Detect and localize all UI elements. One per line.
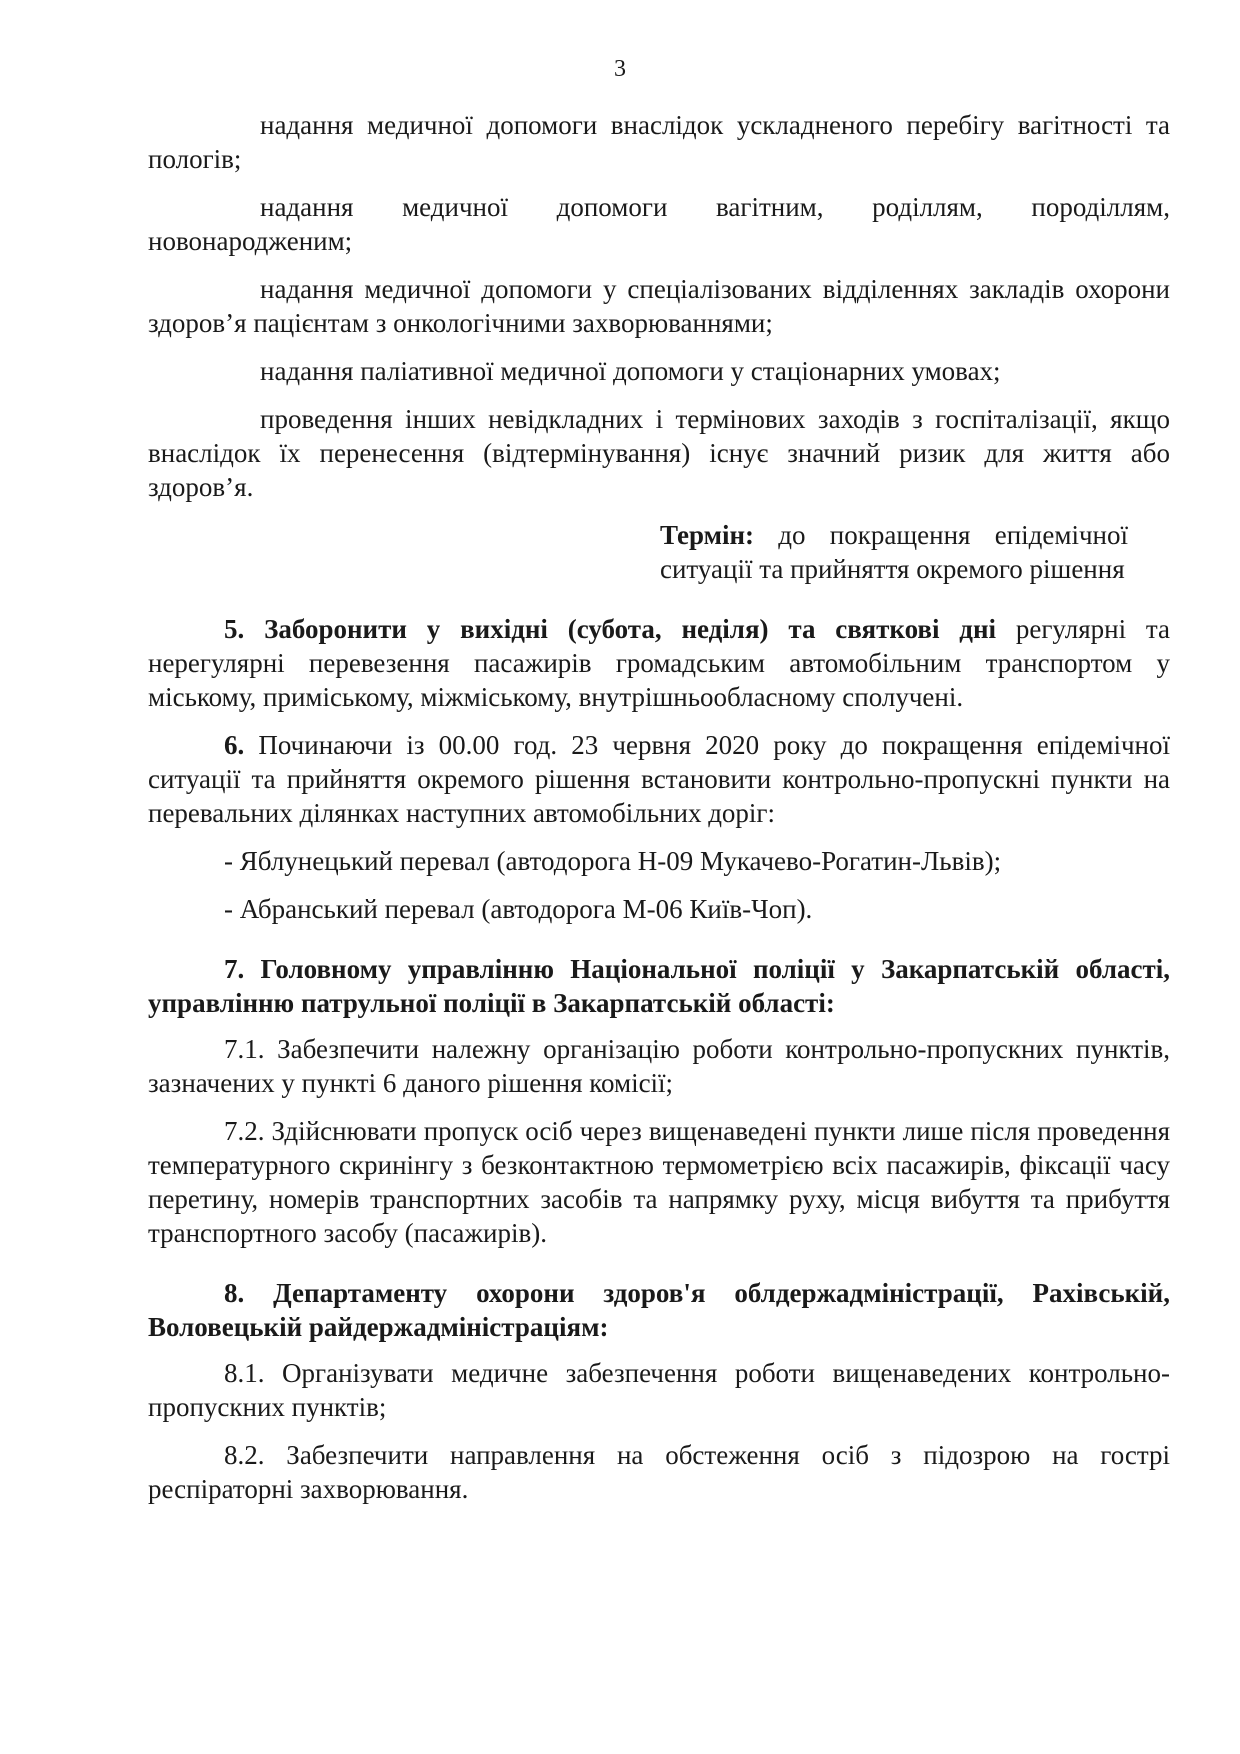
section-6-number: 6. — [224, 730, 245, 760]
checkpoint-item: - Абранський перевал (автодорога М-06 Київ-Чоп). — [224, 894, 813, 924]
section-5 — [148, 612, 1170, 714]
section-7-item: 7.1. Забезпечити належну організацію роботи контрольно-пропускних пунктів, зазначених у пункті 6 даного рішення комісії; — [148, 1034, 1170, 1098]
section-6 — [148, 728, 1170, 830]
section-8-item: 8.2. Забезпечити направлення на обстеження осіб з підозрою на гострі респіраторні захворювання. — [148, 1440, 1170, 1504]
section-7-heading: 7. Головному управлінню Національної поліції у Закарпатській області, управлінню патрульної поліції в Закарпатській області: — [148, 954, 1170, 1018]
page-number: 3 — [614, 56, 626, 82]
section-8-item: 8.1. Організувати медичне забезпечення роботи вищенаведених контрольно-пропускних пунктів; — [148, 1358, 1170, 1422]
deadline-text: до покращення епідемічної ситуації та прийняття окремого рішення — [660, 520, 1128, 584]
document-body — [148, 108, 1170, 1520]
list-item: надання медичної допомоги вагітним, роділлям, породіллям, новонародженим; — [148, 192, 1170, 256]
list-item: надання медичної допомоги внаслідок ускладненого перебігу вагітності та пологів; — [148, 110, 1170, 174]
deadline-label: Термін: — [660, 520, 755, 550]
section-6-text: Починаючи із 00.00 год. 23 червня 2020 року до покращення епідемічної ситуації та прийняття окремого рішення встановити контрольно-пропускні пункти на перевальних ділянках наступних автомобільних доріг: — [148, 730, 1170, 828]
checkpoint-item: - Яблунецький перевал (автодорога Н-09 Мукачево-Рогатин-Львів); — [224, 846, 1002, 876]
section-5-text: регулярні та нерегулярні перевезення пасажирів громадським автомобільним транспортом у міському, приміському, міжміському, внутрішньообласному сполучені. — [148, 614, 1171, 712]
list-item: надання паліативної медичної допомоги у стаціонарних умовах; — [260, 356, 1001, 386]
list-item: надання медичної допомоги у спеціалізованих відділеннях закладів охорони здоров’я пацієнтам з онкологічними захворюваннями; — [148, 274, 1170, 338]
section-5-lead: 5. Заборонити у вихідні (субота, неділя) та святкові дні — [224, 614, 997, 644]
list-item: проведення інших невідкладних і термінових заходів з госпіталізації, якщо внаслідок їх перенесення (відтермінування) існує значний ризик для життя або здоров’я. — [148, 404, 1170, 502]
section-7-item: 7.2. Здійснювати пропуск осіб через вищенаведені пункти лише після проведення температурного скринінгу з безконтактною термометрією всіх пасажирів, фіксації часу перетину, номерів транспортних засобів та напрямку руху, місця вибуття та прибуття транспортного засобу (пасажирів). — [148, 1116, 1170, 1248]
section-8-heading: 8. Департаменту охорони здоров'я облдержадміністрації, Рахівській, Воловецькій райдержадміністраціям: — [148, 1278, 1170, 1342]
deadline-block — [660, 518, 1128, 586]
